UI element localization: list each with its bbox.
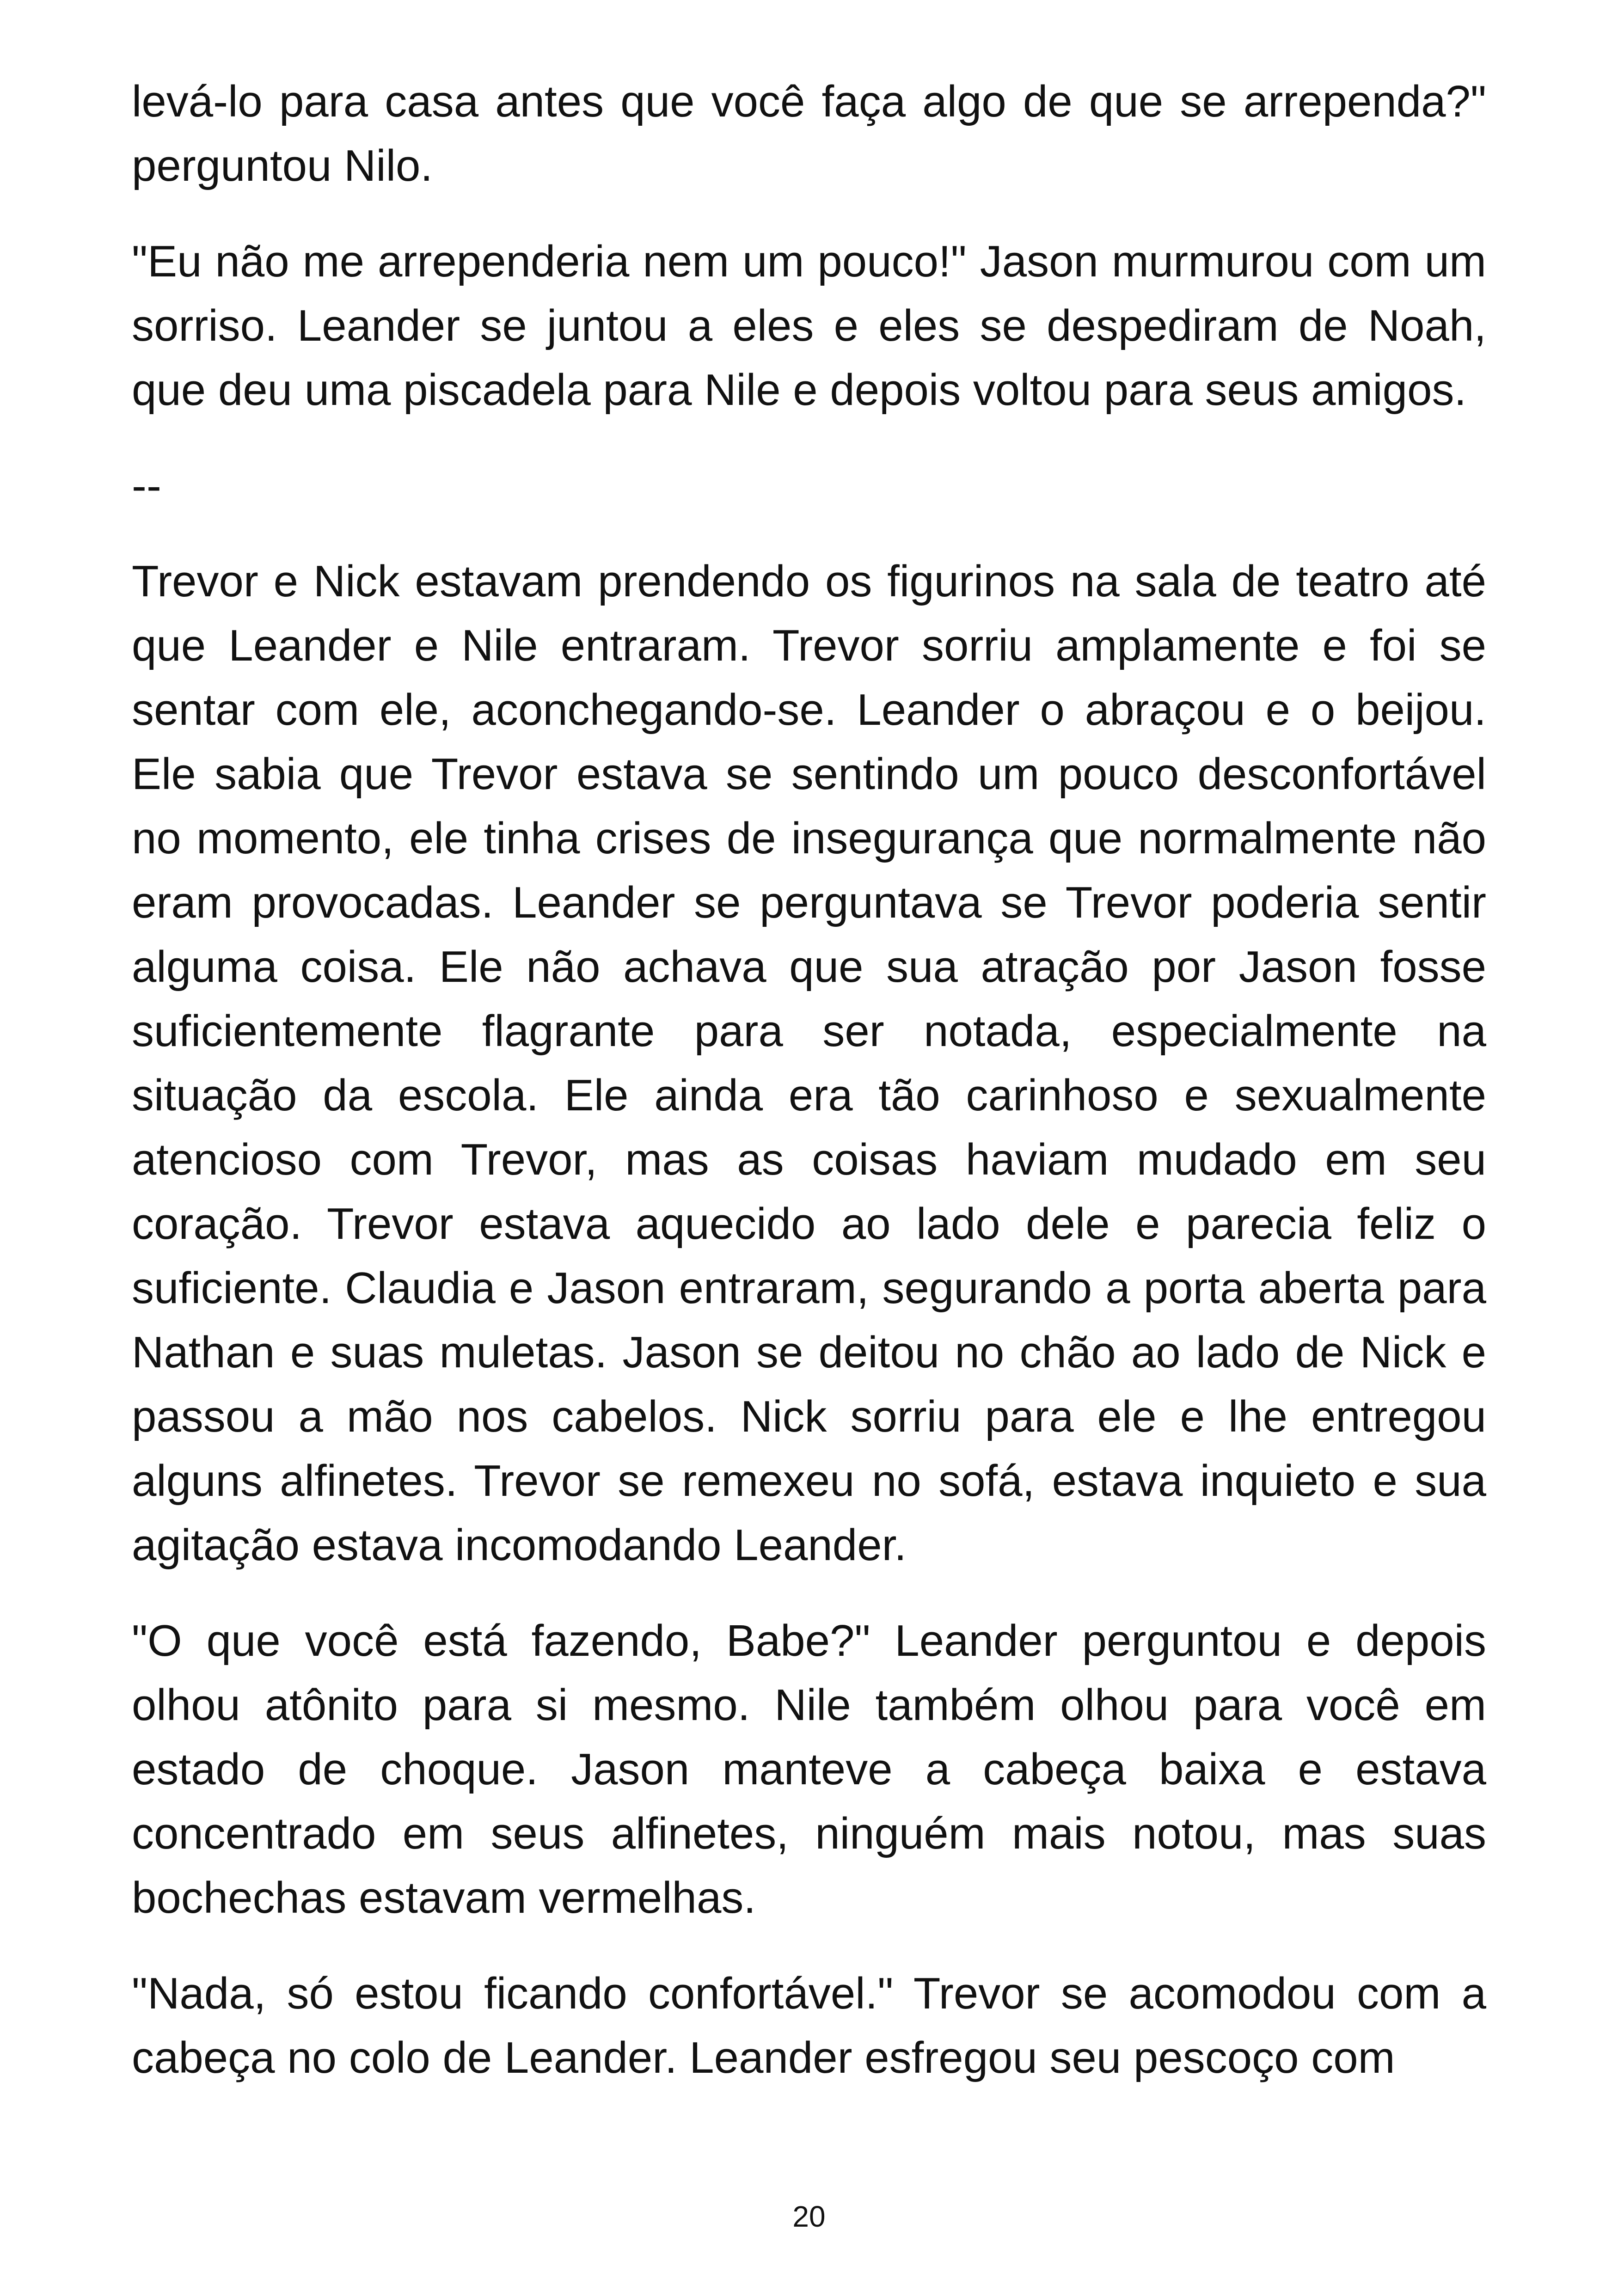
- paragraph-1: levá-lo para casa antes que você faça algo de que se arrependa?" perguntou Nilo.: [132, 77, 1486, 190]
- page-number: 20: [792, 2200, 826, 2233]
- body-text: [132, 69, 1486, 2121]
- scene-separator: --: [132, 461, 161, 510]
- paragraph-3: Trevor e Nick estavam prendendo os figurinos na sala de teatro até que Leander e Nile entraram. Trevor sorriu amplamente e foi se sentar com ele, aconchegando-se. Leander o abraçou e o beijou. Ele sabia que Trevor estava se sentindo um pouco desconfortável no momento, ele tinha crises de insegurança que normalmente não eram provocadas. Leander se perguntava se Trevor poderia sentir alguma coisa. Ele não achava que sua atração por Jason fosse suficientemente flagrante para ser notada, especialmente na situação da escola. Ele ainda era tão carinhoso e sexualmente atencioso com Trevor, mas as coisas haviam mudado em seu coração. Trevor estava aquecido ao lado dele e parecia feliz o suficiente. Claudia e Jason entraram, segurando a porta aberta para Nathan e suas muletas. Jason se deitou no chão ao lado de Nick e passou a mão nos cabelos. Nick sorriu para ele e lhe entregou alguns alfinetes. Trevor se remexeu no sofá, estava inquieto e sua agitação estava incomodando Leander.: [132, 557, 1486, 1570]
- paragraph-2: "Eu não me arrependeria nem um pouco!" Jason murmurou com um sorriso. Leander se juntou a eles e eles se despediram de Noah, que deu uma piscadela para Nile e depois voltou para seus amigos.: [132, 237, 1486, 415]
- paragraph-4: "O que você está fazendo, Babe?" Leander perguntou e depois olhou atônito para si mesmo. Nile também olhou para você em estado de choque. Jason manteve a cabeça baixa e estava concentrado em seus alfinetes, ninguém mais notou, mas suas bochechas estavam vermelhas.: [132, 1616, 1486, 1923]
- paragraph-5: "Nada, só estou ficando confortável." Trevor se acomodou com a cabeça no colo de Leander. Leander esfregou seu pescoço com: [132, 1969, 1486, 2082]
